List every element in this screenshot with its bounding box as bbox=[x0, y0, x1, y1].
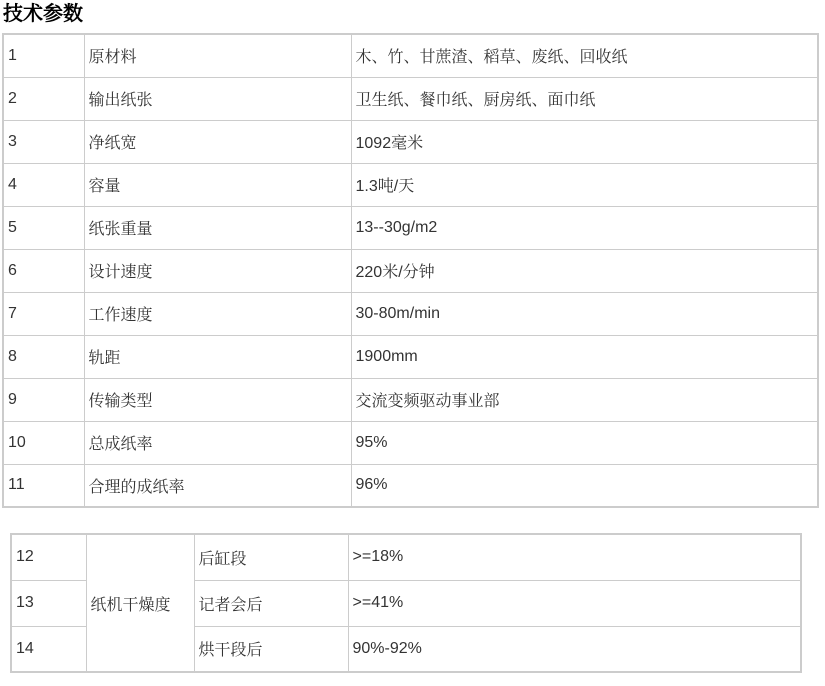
param-label: 输出纸张 bbox=[84, 77, 351, 120]
table-row bbox=[3, 421, 818, 464]
param-label: 合理的成纸率 bbox=[84, 464, 351, 507]
stage-label: 记者会后 bbox=[194, 580, 348, 626]
row-number: 13 bbox=[11, 580, 86, 626]
stage-value: 90%-92% bbox=[348, 626, 801, 672]
param-value: 1900mm bbox=[351, 335, 818, 378]
row-number: 7 bbox=[3, 292, 84, 335]
param-value: 220米/分钟 bbox=[351, 249, 818, 292]
row-number: 9 bbox=[3, 378, 84, 421]
param-label: 工作速度 bbox=[84, 292, 351, 335]
row-number: 3 bbox=[3, 120, 84, 163]
param-label: 传输类型 bbox=[84, 378, 351, 421]
tech-params-table bbox=[2, 33, 819, 508]
row-number: 14 bbox=[11, 626, 86, 672]
page-title: 技术参数 bbox=[3, 3, 83, 25]
table-row bbox=[3, 292, 818, 335]
param-value: 13--30g/m2 bbox=[351, 206, 818, 249]
row-number: 6 bbox=[3, 249, 84, 292]
stage-label: 后缸段 bbox=[194, 534, 348, 580]
param-value: 木、竹、甘蔗渣、稻草、废纸、回收纸 bbox=[351, 34, 818, 77]
table-row bbox=[3, 335, 818, 378]
row-number: 12 bbox=[11, 534, 86, 580]
stage-value: >=41% bbox=[348, 580, 801, 626]
param-label: 轨距 bbox=[84, 335, 351, 378]
param-value: 96% bbox=[351, 464, 818, 507]
param-label: 原材料 bbox=[84, 34, 351, 77]
stage-value: >=18% bbox=[348, 534, 801, 580]
table-row bbox=[3, 206, 818, 249]
param-value: 1.3吨/天 bbox=[351, 163, 818, 206]
param-label: 纸张重量 bbox=[84, 206, 351, 249]
row-number: 8 bbox=[3, 335, 84, 378]
param-label: 容量 bbox=[84, 163, 351, 206]
param-label: 设计速度 bbox=[84, 249, 351, 292]
table-row bbox=[3, 378, 818, 421]
table-row bbox=[3, 464, 818, 507]
row-number: 2 bbox=[3, 77, 84, 120]
param-label: 净纸宽 bbox=[84, 120, 351, 163]
param-value: 卫生纸、餐巾纸、厨房纸、面巾纸 bbox=[351, 77, 818, 120]
row-number: 11 bbox=[3, 464, 84, 507]
table-row bbox=[3, 120, 818, 163]
param-value: 1092毫米 bbox=[351, 120, 818, 163]
row-number: 4 bbox=[3, 163, 84, 206]
table-row bbox=[3, 249, 818, 292]
row-number: 1 bbox=[3, 34, 84, 77]
param-label: 总成纸率 bbox=[84, 421, 351, 464]
param-value: 交流变频驱动事业部 bbox=[351, 378, 818, 421]
dryness-group-label: 纸机干燥度 bbox=[86, 534, 194, 672]
table-row bbox=[3, 34, 818, 77]
param-value: 95% bbox=[351, 421, 818, 464]
stage-label: 烘干段后 bbox=[194, 626, 348, 672]
row-number: 10 bbox=[3, 421, 84, 464]
table-row bbox=[3, 163, 818, 206]
param-value: 30-80m/min bbox=[351, 292, 818, 335]
table-row bbox=[11, 534, 801, 580]
dryness-table bbox=[10, 533, 802, 673]
row-number: 5 bbox=[3, 206, 84, 249]
table-row bbox=[3, 77, 818, 120]
